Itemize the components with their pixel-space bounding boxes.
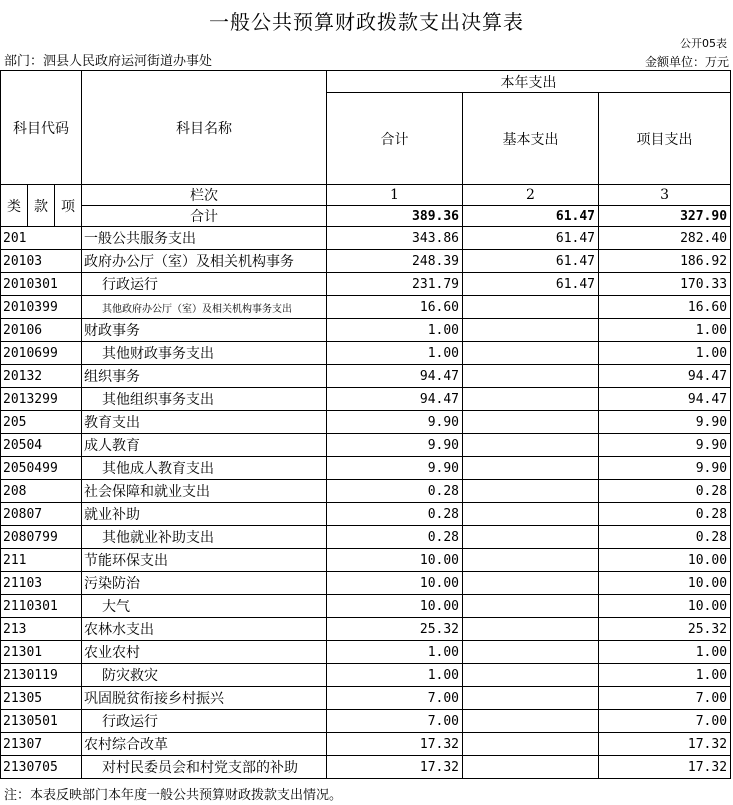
row-project: 16.60 — [599, 296, 731, 319]
row-code: 20504 — [1, 434, 82, 457]
row-total: 9.90 — [327, 434, 463, 457]
table-row — [1, 687, 731, 710]
row-total: 1.00 — [327, 319, 463, 342]
row-name: 社会保障和就业支出 — [82, 480, 327, 503]
table-row — [1, 273, 731, 296]
row-name: 一般公共服务支出 — [82, 227, 327, 250]
row-name: 成人教育 — [82, 434, 327, 457]
row-total: 343.86 — [327, 227, 463, 250]
row-total: 25.32 — [327, 618, 463, 641]
header-lei: 类 — [1, 185, 28, 227]
row-total: 94.47 — [327, 388, 463, 411]
department-label: 部门：泗县人民政府运河街道办事处 — [4, 54, 213, 69]
table-row — [1, 319, 731, 342]
row-name: 就业补助 — [82, 503, 327, 526]
row-name: 政府办公厅（室）及相关机构事务 — [82, 250, 327, 273]
table-row — [1, 365, 731, 388]
table-row — [1, 641, 731, 664]
row-code: 2130119 — [1, 664, 82, 687]
row-total: 9.90 — [327, 457, 463, 480]
row-total: 17.32 — [327, 756, 463, 779]
total-row-label: 合计 — [82, 206, 327, 227]
row-code: 2130705 — [1, 756, 82, 779]
row-code: 20106 — [1, 319, 82, 342]
header-subject-code: 科目代码 — [1, 71, 82, 185]
row-total: 16.60 — [327, 296, 463, 319]
form-number: 公开05表 — [680, 37, 727, 50]
table-row — [1, 227, 731, 250]
row-project: 7.00 — [599, 710, 731, 733]
total-row-total: 389.36 — [327, 206, 463, 227]
row-code: 20807 — [1, 503, 82, 526]
page-title: 一般公共预算财政拨款支出决算表 — [209, 10, 524, 34]
row-project: 17.32 — [599, 756, 731, 779]
row-project: 94.47 — [599, 388, 731, 411]
row-name: 其他政府办公厅（室）及相关机构事务支出 — [82, 296, 327, 319]
row-total: 10.00 — [327, 595, 463, 618]
row-basic — [463, 549, 599, 572]
row-total: 9.90 — [327, 411, 463, 434]
row-code: 21103 — [1, 572, 82, 595]
row-code: 2130501 — [1, 710, 82, 733]
row-project: 0.28 — [599, 480, 731, 503]
row-code: 208 — [1, 480, 82, 503]
row-total: 10.00 — [327, 572, 463, 595]
row-name: 农林水支出 — [82, 618, 327, 641]
row-total: 0.28 — [327, 526, 463, 549]
row-project: 1.00 — [599, 664, 731, 687]
header-col2: 2 — [463, 185, 599, 206]
table-row — [1, 411, 731, 434]
row-project: 10.00 — [599, 595, 731, 618]
table-row — [1, 296, 731, 319]
table-row — [1, 526, 731, 549]
row-code: 201 — [1, 227, 82, 250]
header-xiang: 项 — [55, 185, 82, 227]
row-name: 对村民委员会和村党支部的补助 — [82, 756, 327, 779]
row-total: 0.28 — [327, 503, 463, 526]
row-code: 21301 — [1, 641, 82, 664]
row-basic — [463, 526, 599, 549]
row-name: 农业农村 — [82, 641, 327, 664]
row-basic — [463, 503, 599, 526]
header-col3: 3 — [599, 185, 731, 206]
row-basic — [463, 595, 599, 618]
header-total: 合计 — [327, 93, 463, 185]
row-name: 巩固脱贫衔接乡村振兴 — [82, 687, 327, 710]
row-total: 7.00 — [327, 710, 463, 733]
row-basic: 61.47 — [463, 273, 599, 296]
row-basic — [463, 618, 599, 641]
table-row — [1, 342, 731, 365]
row-total: 231.79 — [327, 273, 463, 296]
row-name: 其他财政事务支出 — [82, 342, 327, 365]
table-row — [1, 733, 731, 756]
row-basic — [463, 710, 599, 733]
row-code: 211 — [1, 549, 82, 572]
row-code: 213 — [1, 618, 82, 641]
row-total: 1.00 — [327, 641, 463, 664]
row-project: 9.90 — [599, 411, 731, 434]
expenditure-table — [0, 70, 731, 779]
row-project: 25.32 — [599, 618, 731, 641]
row-basic — [463, 434, 599, 457]
row-basic: 61.47 — [463, 250, 599, 273]
row-basic — [463, 664, 599, 687]
row-basic: 61.47 — [463, 227, 599, 250]
row-basic — [463, 733, 599, 756]
table-row — [1, 756, 731, 779]
row-code: 2013299 — [1, 388, 82, 411]
row-code: 20103 — [1, 250, 82, 273]
row-name: 防灾救灾 — [82, 664, 327, 687]
row-name: 财政事务 — [82, 319, 327, 342]
header-kuan: 款 — [28, 185, 55, 227]
row-basic — [463, 319, 599, 342]
row-basic — [463, 411, 599, 434]
row-project: 94.47 — [599, 365, 731, 388]
row-project: 1.00 — [599, 342, 731, 365]
row-name: 农村综合改革 — [82, 733, 327, 756]
table-row — [1, 664, 731, 687]
row-code: 2110301 — [1, 595, 82, 618]
row-basic — [463, 388, 599, 411]
table-row — [1, 434, 731, 457]
row-name: 行政运行 — [82, 710, 327, 733]
row-project: 282.40 — [599, 227, 731, 250]
unit-label: 金额单位：万元 — [644, 55, 729, 69]
header-current-year: 本年支出 — [327, 71, 731, 93]
row-total: 1.00 — [327, 664, 463, 687]
row-project: 1.00 — [599, 641, 731, 664]
row-name: 污染防治 — [82, 572, 327, 595]
row-code: 2010699 — [1, 342, 82, 365]
table-row — [1, 618, 731, 641]
row-project: 0.28 — [599, 526, 731, 549]
row-total: 248.39 — [327, 250, 463, 273]
row-project: 10.00 — [599, 572, 731, 595]
row-code: 2080799 — [1, 526, 82, 549]
row-project: 9.90 — [599, 434, 731, 457]
row-basic — [463, 756, 599, 779]
table-row — [1, 388, 731, 411]
row-project: 1.00 — [599, 319, 731, 342]
header-project: 项目支出 — [599, 93, 731, 185]
row-code: 20132 — [1, 365, 82, 388]
header-col1: 1 — [327, 185, 463, 206]
header-column-label: 栏次 — [82, 185, 327, 206]
row-basic — [463, 365, 599, 388]
row-name: 其他成人教育支出 — [82, 457, 327, 480]
row-project: 0.28 — [599, 503, 731, 526]
row-code: 2050499 — [1, 457, 82, 480]
row-project: 7.00 — [599, 687, 731, 710]
row-total: 1.00 — [327, 342, 463, 365]
row-basic — [463, 342, 599, 365]
table-row — [1, 710, 731, 733]
table-row — [1, 480, 731, 503]
row-project: 170.33 — [599, 273, 731, 296]
row-name: 节能环保支出 — [82, 549, 327, 572]
row-basic — [463, 457, 599, 480]
row-basic — [463, 480, 599, 503]
table-row — [1, 549, 731, 572]
row-total: 17.32 — [327, 733, 463, 756]
row-code: 21307 — [1, 733, 82, 756]
row-project: 186.92 — [599, 250, 731, 273]
row-name: 其他组织事务支出 — [82, 388, 327, 411]
row-name: 大气 — [82, 595, 327, 618]
row-name: 其他就业补助支出 — [82, 526, 327, 549]
row-basic — [463, 641, 599, 664]
table-row — [1, 572, 731, 595]
row-basic — [463, 572, 599, 595]
row-name: 组织事务 — [82, 365, 327, 388]
header-basic: 基本支出 — [463, 93, 599, 185]
row-code: 2010301 — [1, 273, 82, 296]
table-row — [1, 595, 731, 618]
total-row-project: 327.90 — [599, 206, 731, 227]
row-name: 行政运行 — [82, 273, 327, 296]
row-total: 0.28 — [327, 480, 463, 503]
table-row — [1, 457, 731, 480]
total-row-basic: 61.47 — [463, 206, 599, 227]
row-code: 2010399 — [1, 296, 82, 319]
header-subject-name: 科目名称 — [82, 71, 327, 185]
row-code: 21305 — [1, 687, 82, 710]
row-total: 94.47 — [327, 365, 463, 388]
table-row — [1, 503, 731, 526]
row-total: 10.00 — [327, 549, 463, 572]
row-basic — [463, 687, 599, 710]
row-project: 9.90 — [599, 457, 731, 480]
row-basic — [463, 296, 599, 319]
footnote: 注：本表反映部门本年度一般公共预算财政拨款支出情况。 — [4, 788, 343, 803]
row-code: 205 — [1, 411, 82, 434]
row-name: 教育支出 — [82, 411, 327, 434]
row-total: 7.00 — [327, 687, 463, 710]
row-project: 10.00 — [599, 549, 731, 572]
row-project: 17.32 — [599, 733, 731, 756]
table-row — [1, 250, 731, 273]
